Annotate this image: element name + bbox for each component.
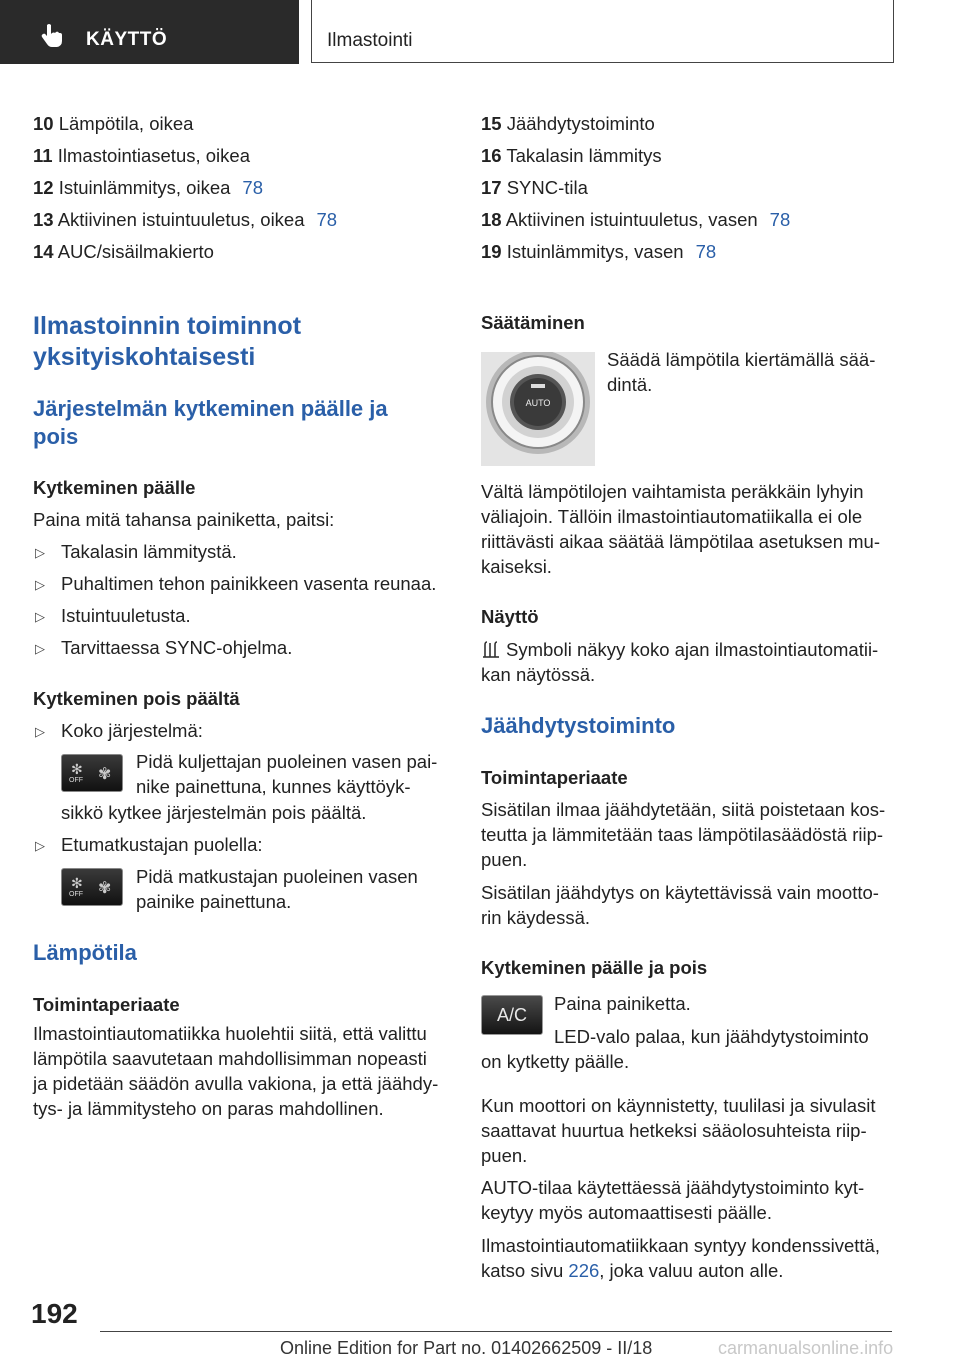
item-text: SYNC-tila bbox=[506, 177, 588, 198]
cooling-onoff-heading: Kytkeminen päälle ja pois bbox=[481, 957, 708, 978]
list-item bbox=[33, 177, 263, 199]
paragraph-line: ja pidetään säädön avulla vakiona, ja että jäähdy- bbox=[33, 1073, 439, 1094]
paragraph-line: tys- ja lämmitysteho on paras mahdollinen. bbox=[33, 1098, 384, 1119]
item-text: Jäähdytystoiminto bbox=[506, 113, 655, 134]
paragraph-line: väliajoin. Tällöin ilmastointiautomatiikalla ei ole bbox=[481, 506, 863, 527]
temperature-heading: Lämpötila bbox=[33, 940, 137, 965]
off-bullet-1-line-1: Pidä kuljettajan puoleinen vasen pai- bbox=[136, 751, 438, 772]
list-item bbox=[33, 145, 250, 167]
ac-button-image: A/C bbox=[481, 995, 543, 1035]
item-text: Aktiivinen istuintuuletus, vasen bbox=[505, 209, 758, 230]
temperature-knob-image bbox=[481, 352, 595, 466]
cooling-heading: Jäähdytystoiminto bbox=[481, 713, 676, 738]
paragraph-line: puen. bbox=[481, 849, 528, 870]
paragraph-line: kaiseksi. bbox=[481, 556, 552, 577]
item-text: AUC/sisäilmakierto bbox=[57, 241, 214, 262]
paragraph-line: Sisätilan jäähdytys on käytettävissä vain mootto- bbox=[481, 882, 879, 903]
paragraph-line: lämpötila saavutetaan mahdollisimman nopeasti bbox=[33, 1048, 427, 1069]
paragraph-line: teutta ja lämmitetään taas lämpötilasäädöstä riip- bbox=[481, 824, 884, 845]
list-item bbox=[481, 209, 790, 231]
condensation-line-1: Ilmastointiautomatiikkaan syntyy kondenssivettä, bbox=[481, 1235, 880, 1256]
temperature-principle-heading: Toimintaperiaate bbox=[33, 994, 180, 1015]
off-bullet-1-line-2: nike painettuna, kunnes käyttöyk- bbox=[136, 776, 411, 797]
item-text: Takalasin lämmitys bbox=[506, 145, 662, 166]
item-text: Lämpötila, oikea bbox=[58, 113, 194, 134]
display-line-2: kan näytössä. bbox=[481, 664, 596, 685]
subsection-heading-onoff: Järjestelmän kytkeminen päälle ja pois bbox=[33, 396, 388, 449]
display-line-1: Symboli näkyy koko ajan ilmastointiautomatii- bbox=[506, 639, 879, 660]
item-number: 13 bbox=[33, 209, 54, 230]
item-number: 17 bbox=[481, 177, 502, 198]
led-line-2: on kytketty päälle. bbox=[481, 1051, 630, 1072]
list-item bbox=[481, 177, 588, 199]
page-reference-link[interactable]: 78 bbox=[769, 209, 791, 230]
item-number: 19 bbox=[481, 241, 502, 262]
climate-off-button-image: ✻ OFF ✾ bbox=[61, 754, 123, 792]
adjust-line-2: dintä. bbox=[607, 374, 653, 395]
item-number: 11 bbox=[33, 145, 53, 166]
list-item bbox=[481, 145, 662, 167]
paragraph-line: Kun moottori on käynnistetty, tuulilasi ja sivulasit bbox=[481, 1095, 876, 1116]
paragraph-line: keytyy myös automaattisesti päälle. bbox=[481, 1202, 772, 1223]
list-item bbox=[481, 241, 716, 263]
item-number: 14 bbox=[33, 241, 54, 262]
section-tab[interactable] bbox=[0, 0, 299, 64]
chapter-title: Ilmastointi bbox=[327, 30, 413, 51]
item-number: 15 bbox=[481, 113, 502, 134]
adjust-heading: Säätäminen bbox=[481, 312, 585, 333]
bullet-item: Istuintuuletusta. bbox=[61, 605, 191, 626]
item-number: 18 bbox=[481, 209, 502, 230]
bullet-triangle-icon: ▷ bbox=[35, 641, 45, 656]
fan-large-icon: ✾ bbox=[98, 766, 112, 783]
page-number: 192 bbox=[31, 1298, 78, 1329]
svg-text:AUTO: AUTO bbox=[525, 398, 551, 408]
display-heading: Näyttö bbox=[481, 606, 539, 627]
bullet-item: Takalasin lämmitystä. bbox=[61, 541, 237, 562]
paragraph-line: AUTO-tilaa käytettäessä jäähdytystoiminto kyt- bbox=[481, 1177, 865, 1198]
section-tab-label: KÄYTTÖ bbox=[86, 29, 168, 50]
climate-symbol-icon bbox=[481, 639, 501, 659]
knob-graphic bbox=[481, 352, 595, 466]
off-bullet-1-line-3: sikkö kytkee järjestelmän pois päältä. bbox=[61, 802, 367, 823]
list-item bbox=[33, 113, 193, 135]
item-number: 10 bbox=[33, 113, 54, 134]
switch-on-intro: Paina mitä tahansa painiketta, paitsi: bbox=[33, 509, 335, 530]
list-item bbox=[481, 113, 655, 135]
condensation-line-2: katso sivu 226, joka valuu auton alle. bbox=[481, 1260, 784, 1281]
adjust-line-1: Säädä lämpötila kiertämällä sää- bbox=[607, 349, 876, 370]
off-bullet-1: Koko järjestelmä: bbox=[61, 720, 203, 741]
fan-small-icon: ✻ bbox=[71, 875, 83, 891]
off-bullet-2-line-2: painike painettuna. bbox=[136, 891, 292, 912]
fan-large-icon: ✾ bbox=[98, 880, 112, 897]
item-text: Istuinlämmitys, vasen bbox=[506, 241, 684, 262]
chapter-header bbox=[311, 0, 894, 63]
hand-pointer-icon bbox=[38, 22, 64, 48]
bullet-triangle-icon: ▷ bbox=[35, 724, 45, 739]
paragraph-line: rin käydessä. bbox=[481, 907, 590, 928]
section-heading: Ilmastoinnin toiminnot yksityiskohtaisesti bbox=[33, 312, 302, 371]
item-text: Aktiivinen istuintuuletus, oikea bbox=[57, 209, 305, 230]
bullet-item: Tarvittaessa SYNC-ohjelma. bbox=[61, 637, 293, 658]
cooling-principle-heading: Toimintaperiaate bbox=[481, 767, 628, 788]
item-text: Ilmastointiasetus, oikea bbox=[57, 145, 250, 166]
paragraph-line: Sisätilan ilmaa jäähdytetään, siitä poistetaan kos- bbox=[481, 799, 886, 820]
paragraph-line: riittävästi aikaa säätää lämpötilaa asetuksen mu- bbox=[481, 531, 880, 552]
switch-on-heading: Kytkeminen päälle bbox=[33, 477, 196, 498]
paragraph-line: Vältä lämpötilojen vaihtamista peräkkäin lyhyin bbox=[481, 481, 864, 502]
bullet-triangle-icon: ▷ bbox=[35, 577, 45, 592]
bullet-triangle-icon: ▷ bbox=[35, 545, 45, 560]
watermark: carmanualsonline.info bbox=[718, 1338, 894, 1358]
page-reference-link[interactable]: 78 bbox=[242, 177, 263, 198]
page-reference-link[interactable]: 226 bbox=[568, 1260, 600, 1281]
list-item bbox=[33, 209, 337, 231]
paragraph-line: saattavat huurtua hetkeksi sääolosuhteista riip- bbox=[481, 1120, 867, 1141]
led-line-1: LED-valo palaa, kun jäähdytystoiminto bbox=[554, 1026, 869, 1047]
page-reference-link[interactable]: 78 bbox=[695, 241, 717, 262]
item-text: Istuinlämmitys, oikea bbox=[58, 177, 231, 198]
item-number: 16 bbox=[481, 145, 502, 166]
passenger-off-button-image: ✻ OFF ✾ bbox=[61, 868, 123, 906]
bullet-triangle-icon: ▷ bbox=[35, 609, 45, 624]
off-bullet-2: Etumatkustajan puolella: bbox=[61, 834, 263, 855]
bullet-item: Puhaltimen tehon painikkeen vasenta reunaa. bbox=[61, 573, 437, 594]
paragraph-line: puen. bbox=[481, 1145, 528, 1166]
item-number: 12 bbox=[33, 177, 54, 198]
bullet-triangle-icon: ▷ bbox=[35, 838, 45, 853]
fan-small-icon: ✻ bbox=[71, 761, 83, 777]
off-bullet-2-line-1: Pidä matkustajan puoleinen vasen bbox=[136, 866, 418, 887]
page-reference-link[interactable]: 78 bbox=[316, 209, 338, 230]
footer-divider bbox=[100, 1331, 892, 1332]
paragraph-line: Ilmastointiautomatiikka huolehtii siitä, että valittu bbox=[33, 1023, 427, 1044]
footer-edition: Online Edition for Part no. 01402662509 - II/18 bbox=[280, 1338, 653, 1358]
switch-off-heading: Kytkeminen pois päältä bbox=[33, 688, 240, 709]
press-button-text: Paina painiketta. bbox=[554, 993, 691, 1014]
list-item bbox=[33, 241, 214, 263]
